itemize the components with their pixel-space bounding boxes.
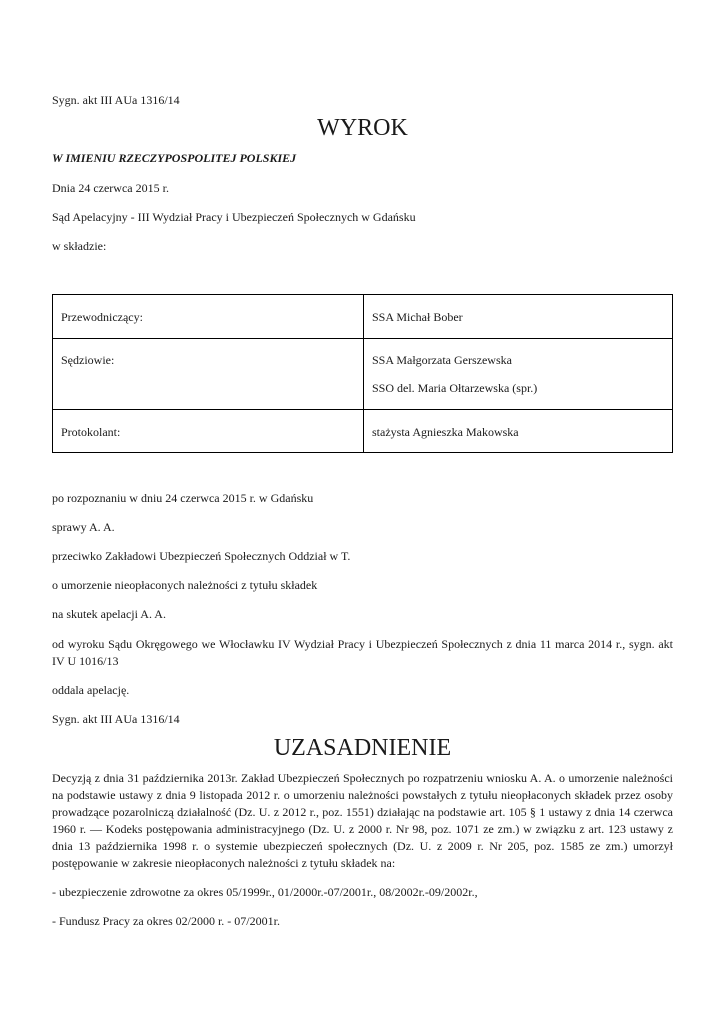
presiding-name: SSA Michał Bober bbox=[372, 310, 463, 324]
court-name: Sąd Apelacyjny - III Wydział Pracy i Ubezpieczeń Społecznych w Gdańsku bbox=[52, 210, 416, 224]
case-number: Sygn. akt III AUa 1316/14 bbox=[52, 93, 180, 107]
clerk-name-cell bbox=[364, 410, 673, 453]
ruling-date: Dnia 24 czerwca 2015 r. bbox=[52, 181, 169, 195]
table-row bbox=[53, 339, 673, 410]
court-panel-table bbox=[52, 294, 673, 453]
ruling-line-hearing: po rozpoznaniu w dniu 24 czerwca 2015 r. w Gdańsku bbox=[52, 491, 314, 505]
ruling-line-appeal: na skutek apelacji A. A. bbox=[52, 607, 166, 621]
document-subtitle: W IMIENIU RZECZYPOSPOLITEJ POLSKIEJ bbox=[52, 151, 297, 165]
justification-item-labor-fund: - Fundusz Pracy za okres 02/2000 r. - 07/2001r. bbox=[52, 914, 280, 928]
ruling-line-subject: o umorzenie nieopłaconych należności z tytułu składek bbox=[52, 578, 318, 592]
justification-item-health: - ubezpieczenie zdrowotne za okres 05/1999r., 01/2000r.-07/2001r., 08/2002r.-09/2002r., bbox=[52, 885, 478, 899]
ruling-line-against: przeciwko Zakładowi Ubezpieczeń Społecznych Oddział w T. bbox=[52, 549, 351, 563]
judges-label-cell bbox=[53, 339, 364, 410]
presiding-name-cell bbox=[364, 295, 673, 339]
document-title: WYROK bbox=[317, 115, 408, 141]
clerk-name: stażysta Agnieszka Makowska bbox=[372, 425, 519, 439]
judge-name-1: SSA Małgorzata Gerszewska bbox=[372, 353, 512, 367]
judge-name-2: SSO del. Maria Ołtarzewska (spr.) bbox=[372, 381, 538, 395]
table-row bbox=[53, 295, 673, 339]
presiding-label-cell bbox=[53, 295, 364, 339]
ruling-line-judgment: od wyroku Sądu Okręgowego we Włocławku IV Wydział Pracy i Ubezpieczeń Społecznych z dnia 11 marca 2014 r., sygn. akt IV U 1016/13 bbox=[52, 637, 673, 668]
presiding-label: Przewodniczący: bbox=[61, 310, 143, 324]
justification-title: UZASADNIENIE bbox=[273, 735, 452, 761]
ruling-verdict: oddala apelację. bbox=[52, 683, 130, 697]
judges-names-cell bbox=[364, 339, 673, 410]
clerk-label-cell bbox=[53, 410, 364, 453]
justification-paragraph: Decyzją z dnia 31 października 2013r. Zakład Ubezpieczeń Społecznych po rozpatrzeniu wniosku A. A. o umorzenie należności na podstawie ustawy z dnia 9 listopada 2012 r. o umorzeniu należności powstałych z tytułu nieopłaconych składek przez osoby prowadzące pozarolniczą działalność (Dz. U. z 2012 r., poz. 1551) działając na podstawie art. 105 § 1 ustawy z dnia 14 czerwca 1960 r. — Kodeks postępowania administracyjnego (Dz. U. z 2000 r. Nr 98, poz. 1071 ze zm.) w związku z art. 123 ustawy z dnia 13 października 1998 r. o systemie ubezpieczeń społecznych (Dz. U. z 2009 r. Nr 205, poz. 1585 ze zm.) umorzył postępowanie w zakresie nieopłaconych należności z tytułu składek na: bbox=[52, 771, 673, 870]
table-row bbox=[53, 410, 673, 453]
clerk-label: Protokolant: bbox=[61, 425, 121, 439]
judges-label: Sędziowie: bbox=[61, 353, 115, 367]
justification-case-number: Sygn. akt III AUa 1316/14 bbox=[52, 712, 180, 726]
composition-label: w składzie: bbox=[52, 239, 107, 253]
ruling-line-case: sprawy A. A. bbox=[52, 520, 115, 534]
